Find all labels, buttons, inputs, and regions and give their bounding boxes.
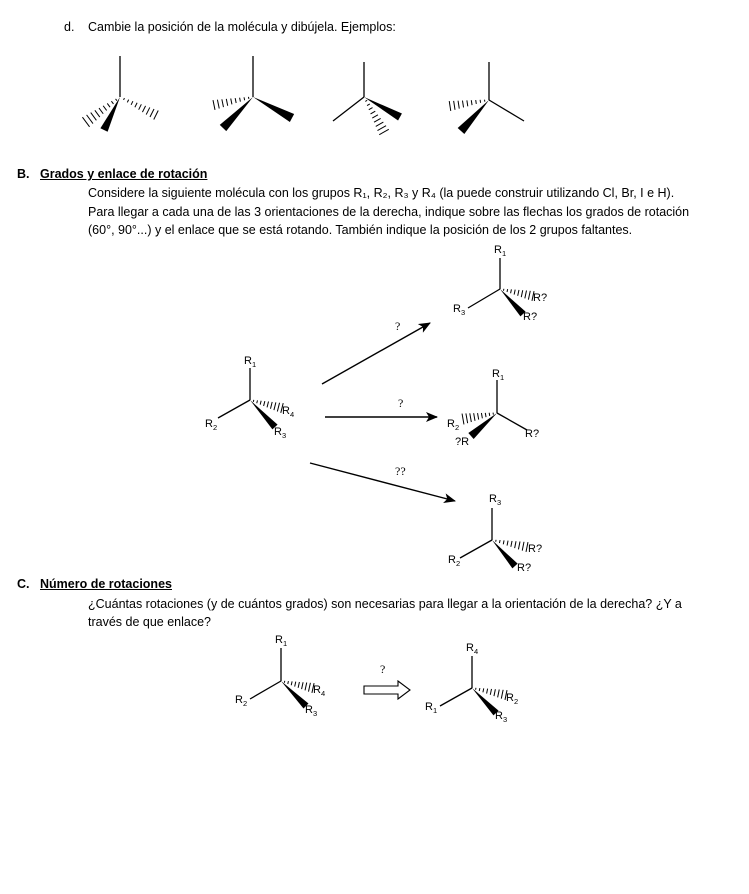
label-r3: $R_3$ <box>489 493 502 507</box>
label-rq-1 <box>528 543 542 555</box>
arrows <box>310 319 455 699</box>
label-r3: $R_3$ <box>274 426 287 440</box>
molecule-b-top <box>468 258 534 316</box>
label-r2-text: R <box>506 692 514 704</box>
section-c-line-1: ¿Cuántas rotaciones (y de cuántos grados) son necesarias para llegar a la orientación de la derecha? ¿Y a <box>88 597 682 611</box>
label-r3-text: R <box>489 493 497 505</box>
molecule-b-left <box>218 368 283 429</box>
label-r2-text: R <box>235 694 243 706</box>
example-molecule-1 <box>82 56 158 132</box>
molecule-b-bottom <box>460 508 528 568</box>
label-r2: $R_2$ <box>506 692 519 706</box>
molecule-c-left <box>250 648 314 708</box>
label-r3-text: R <box>453 303 461 315</box>
section-c-letter: C. <box>17 577 30 591</box>
label-r2: $R_2$ <box>448 554 461 568</box>
section-b-line-2: Para llegar a cada una de las 3 orientaciones de la derecha, indique sobre las flechas los grados de rotación <box>88 205 690 219</box>
molecule-b-bottom-labels <box>448 493 542 574</box>
label-r2: $R_2$ <box>447 418 460 432</box>
example-molecule-2 <box>213 56 294 131</box>
arrow-label-upper: ? <box>395 319 401 333</box>
section-b-title: Grados y enlace de rotación <box>40 167 208 181</box>
molecule-drawings <box>82 56 534 715</box>
label-rq-1 <box>533 292 547 304</box>
label-r1-text: R <box>494 244 502 256</box>
label-r1-text: R <box>492 368 500 380</box>
label-r2-text: R <box>447 418 455 430</box>
arrow-label-c: ? <box>380 662 386 676</box>
arrow-label-middle: ? <box>398 396 404 410</box>
molecule-b-middle-labels <box>447 368 539 448</box>
label-r3: $R_3$ <box>305 704 318 718</box>
label-r1-text: R <box>244 355 252 367</box>
section-b-line-1: Considere la siguiente molécula con los grupos R₁, R₂, R₃ y R₄ (la puede construir utilizando Cl, Br, I e H). <box>88 186 675 200</box>
label-qr-text: ?R <box>455 436 470 448</box>
label-rq-text: R? <box>517 562 532 574</box>
label-r2: $R_2$ <box>205 418 218 432</box>
label-rq-text: R? <box>523 311 538 323</box>
label-r1: $R_1$ <box>494 244 507 258</box>
molecule-c-right <box>440 656 507 715</box>
label-r1-text: R <box>275 634 283 646</box>
label-rq-text: R? <box>528 543 543 555</box>
label-r1: $R_1$ <box>425 701 438 715</box>
label-r2-text: R <box>448 554 456 566</box>
label-r4: $R_4$ <box>313 684 326 698</box>
label-r1: $R_1$ <box>244 355 257 369</box>
label-r3-text: R <box>495 710 503 722</box>
label-r1: $R_1$ <box>275 634 288 648</box>
open-arrow-c <box>364 681 410 699</box>
label-r4: $R_4$ <box>466 642 479 656</box>
label-r1: $R_1$ <box>492 368 505 382</box>
molecule-b-middle <box>462 380 527 439</box>
label-rq <box>525 428 539 440</box>
label-r3: $R_3$ <box>495 710 508 724</box>
arrow-upper <box>322 323 430 384</box>
section-c-line-2: través de que enlace? <box>88 615 212 629</box>
section-c-title: Número de rotaciones <box>40 577 172 591</box>
label-r3: $R_3$ <box>453 303 466 317</box>
section-b-letter: B. <box>17 167 30 181</box>
label-rq-text: R? <box>533 292 548 304</box>
label-rq-2 <box>523 311 537 323</box>
label-r4-text: R <box>313 684 321 696</box>
molecule-c-left-labels <box>235 634 325 718</box>
label-r4: $R_4$ <box>282 405 295 419</box>
example-molecule-4 <box>449 62 524 134</box>
section-d-text: Cambie la posición de la molécula y dibújela. Ejemplos: <box>88 20 396 34</box>
arrow-label-lower: ?? <box>395 464 406 478</box>
label-r2: $R_2$ <box>235 694 248 708</box>
label-rq-2 <box>517 562 531 574</box>
label-qr <box>455 436 469 448</box>
label-rq-text: R? <box>525 428 540 440</box>
label-r1-text: R <box>425 701 433 713</box>
section-b-line-3: (60°, 90°...) y el enlace que se está rotando. También indique la posición de los 2 grupos faltantes. <box>88 223 633 237</box>
label-r4-text: R <box>282 405 290 417</box>
label-r4-text: R <box>466 642 474 654</box>
label-r3-text: R <box>305 704 313 716</box>
example-molecule-3 <box>333 62 402 135</box>
arrow-lower <box>310 463 455 501</box>
section-d-letter: d. <box>64 20 75 34</box>
label-r3-text: R <box>274 426 282 438</box>
label-r2-text: R <box>205 418 213 430</box>
